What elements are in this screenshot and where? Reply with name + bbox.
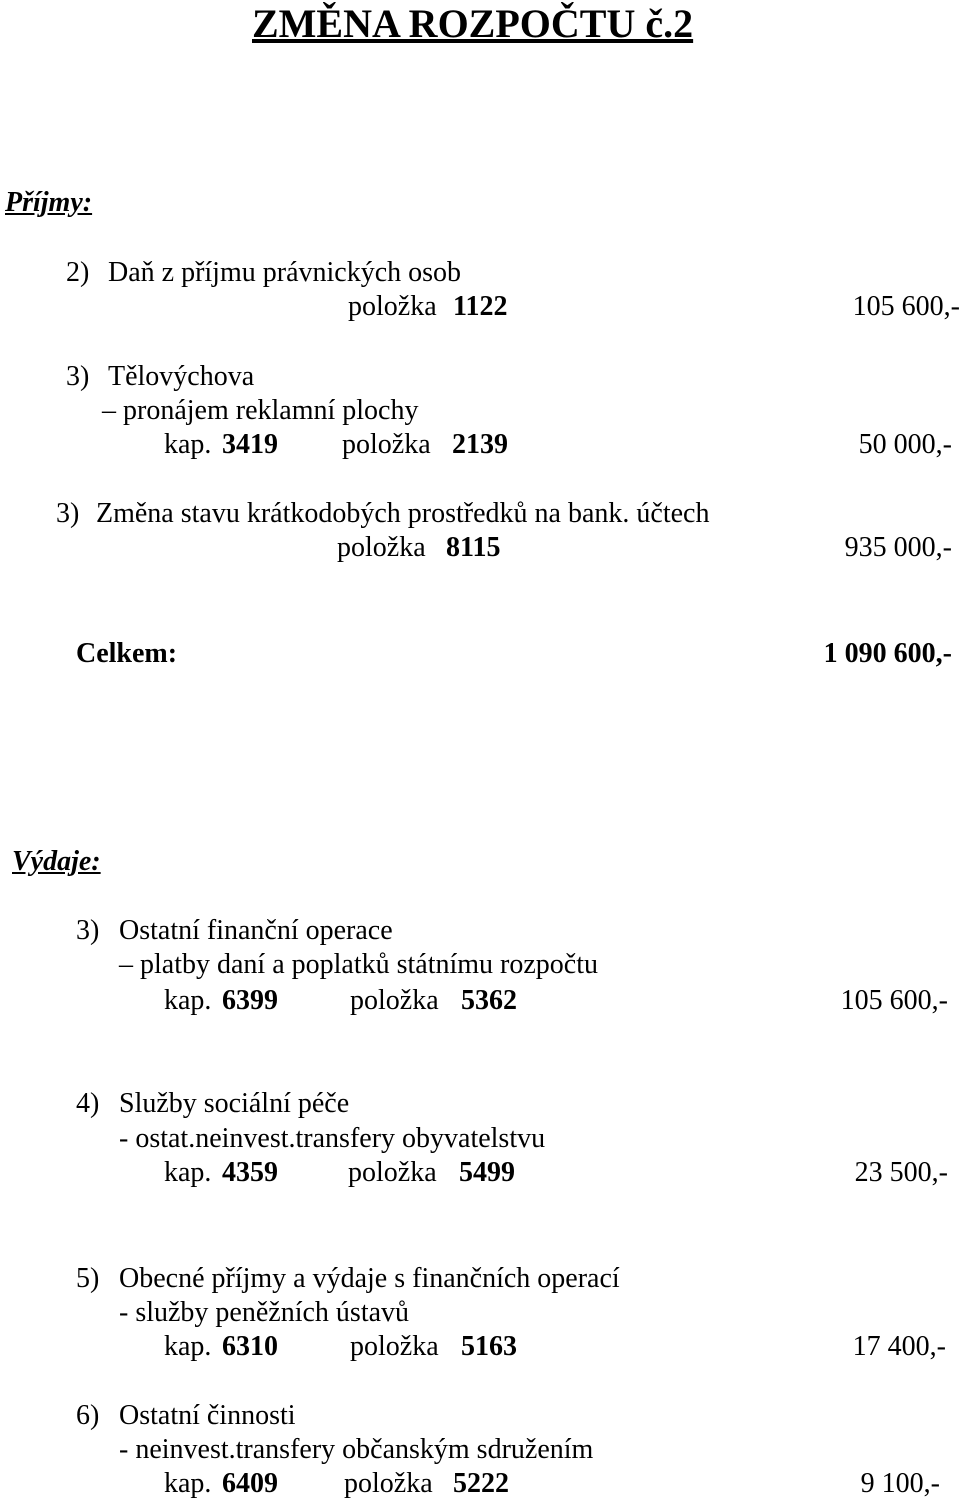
income-item-number: 2) — [66, 257, 90, 288]
income-item-name: Daň z příjmu právnických osob — [108, 257, 462, 288]
income-item-number: 3) — [66, 361, 90, 392]
expense-item-number: 6) — [76, 1400, 100, 1431]
expense-item-name: Služby sociální péče — [119, 1088, 350, 1119]
item-kap-number: 6399 — [222, 985, 278, 1016]
item-amount: 105 600,- — [852, 291, 960, 322]
expense-item-number: 4) — [76, 1088, 100, 1119]
expense-item-subtitle: - služby peněžních ústavů — [119, 1297, 410, 1328]
item-polozka-label: položka — [348, 1157, 437, 1188]
expense-item-subtitle: – platby daní a poplatků státnímu rozpočtu — [119, 949, 599, 980]
item-polozka-number: 5163 — [461, 1331, 517, 1362]
item-amount: 9 100,- — [860, 1468, 940, 1499]
income-item-subtitle: – pronájem reklamní plochy — [102, 395, 419, 426]
item-kap-number: 3419 — [222, 429, 278, 460]
item-kap-label: kap. — [164, 1468, 212, 1499]
item-polozka-label: položka — [337, 532, 426, 563]
document-title: ZMĚNA ROZPOČTU č.2 — [252, 1, 694, 46]
income-total-amount: 1 090 600,- — [823, 638, 952, 669]
item-polozka-number: 1122 — [453, 291, 508, 322]
item-kap-number: 6409 — [222, 1468, 278, 1499]
income-total-label: Celkem: — [76, 638, 178, 669]
expense-item-name: Obecné příjmy a výdaje s finančních operací — [119, 1263, 620, 1294]
item-polozka-label: položka — [348, 291, 437, 322]
item-amount: 935 000,- — [844, 532, 952, 563]
item-kap-number: 6310 — [222, 1331, 278, 1362]
item-kap-label: kap. — [164, 1331, 212, 1362]
item-polozka-number: 2139 — [452, 429, 508, 460]
expense-item-name: Ostatní finanční operace — [119, 915, 393, 946]
item-kap-label: kap. — [164, 1157, 212, 1188]
income-item-number: 3) — [56, 498, 80, 529]
item-polozka-number: 5362 — [461, 985, 517, 1016]
expense-item-number: 3) — [76, 915, 100, 946]
expenses-heading: Výdaje: — [12, 846, 101, 877]
item-amount: 105 600,- — [840, 985, 948, 1016]
income-heading: Příjmy: — [5, 187, 93, 218]
expense-item-subtitle: - ostat.neinvest.transfery obyvatelstvu — [119, 1123, 546, 1154]
item-amount: 17 400,- — [852, 1331, 946, 1362]
item-kap-label: kap. — [164, 429, 212, 460]
item-kap-number: 4359 — [222, 1157, 278, 1188]
item-polozka-number: 5499 — [459, 1157, 515, 1188]
item-amount: 23 500,- — [854, 1157, 948, 1188]
item-polozka-label: položka — [344, 1468, 433, 1499]
expense-item-number: 5) — [76, 1263, 100, 1294]
expense-item-subtitle: - neinvest.transfery občanským sdružením — [119, 1434, 594, 1465]
item-polozka-number: 5222 — [453, 1468, 509, 1499]
item-kap-label: kap. — [164, 985, 212, 1016]
item-polozka-label: položka — [350, 1331, 439, 1362]
item-amount: 50 000,- — [858, 429, 952, 460]
item-polozka-number: 8115 — [446, 532, 501, 563]
item-polozka-label: položka — [342, 429, 431, 460]
income-item-name: Změna stavu krátkodobých prostředků na bank. účtech — [96, 498, 710, 529]
expense-item-name: Ostatní činnosti — [119, 1400, 296, 1431]
income-item-name: Tělovýchova — [108, 361, 255, 392]
item-polozka-label: položka — [350, 985, 439, 1016]
